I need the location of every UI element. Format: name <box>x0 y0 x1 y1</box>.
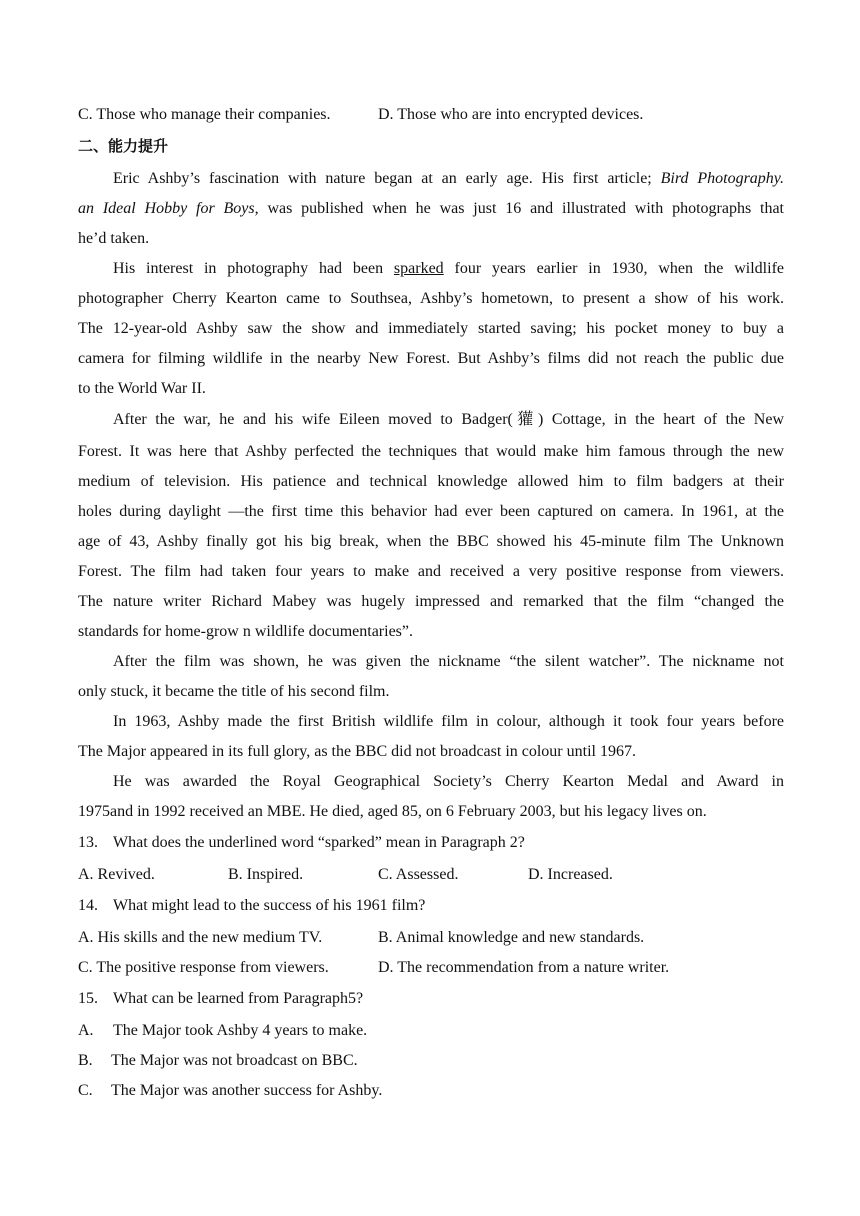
question-15 <box>78 989 363 1009</box>
passage-p5-line2: The Major appeared in its full glory, as the BBC did not broadcast in colour until 1967. <box>78 743 636 760</box>
passage-p3-line4: holes during daylight —the first time this behavior had ever been captured on camera. In 1961, at the <box>78 503 784 520</box>
passage-p3-line3: medium of television. His patience and technical knowledge allowed him to film badgers at their <box>78 473 784 490</box>
prev-option-c: C. Those who manage their companies. <box>78 106 331 123</box>
passage-p4-line2: only stuck, it became the title of his second film. <box>78 683 390 700</box>
question-number: 13. <box>78 834 98 851</box>
q14-option-b[interactable]: B. Animal knowledge and new standards. <box>378 929 645 946</box>
passage-p1-line2: an Ideal Hobby for Boys, was published when he was just 16 and illustrated with photographs that <box>78 200 784 217</box>
passage-p4-line1: After the film was shown, he was given the nickname “the silent watcher”. The nickname not <box>113 653 784 670</box>
q13-option-d[interactable]: D. Increased. <box>528 866 613 883</box>
article-title-italic: Bird Photography. <box>660 170 785 187</box>
article-title-italic-cont: an Ideal Hobby for Boys, <box>78 200 259 217</box>
passage-p5-line1: In 1963, Ashby made the first British wildlife film in colour, although it took four years before <box>113 713 784 730</box>
q13-option-b[interactable]: B. Inspired. <box>228 866 304 883</box>
passage-p1-line3: he’d taken. <box>78 230 150 247</box>
q15-option-c[interactable]: C. The Major was another success for Ashby. <box>78 1082 383 1099</box>
q15-option-a[interactable]: A. The Major took Ashby 4 years to make. <box>78 1022 368 1039</box>
question-14 <box>78 896 425 916</box>
passage-p3-line2: Forest. It was here that Ashby perfected the techniques that would make him famous through the new <box>78 443 784 460</box>
underlined-word-sparked: sparked <box>393 260 444 277</box>
question-number: 15. <box>78 990 98 1007</box>
q14-option-c[interactable]: C. The positive response from viewers. <box>78 959 329 976</box>
q14-option-d[interactable]: D. The recommendation from a nature writer. <box>378 959 670 976</box>
passage-p3-line5: age of 43, Ashby finally got his big break, when the BBC showed his 45-minute film The Unknown <box>78 533 784 550</box>
passage-p2-line4: camera for filming wildlife in the nearby New Forest. But Ashby’s films did not reach the public due <box>78 350 784 367</box>
passage-p3-line6: Forest. The film had taken four years to make and received a very positive response from viewers. <box>78 563 784 580</box>
passage-p2-line3: The 12-year-old Ashby saw the show and immediately started saving; his pocket money to buy a <box>78 320 784 337</box>
passage-p2-line5: to the World War II. <box>78 380 206 397</box>
q13-option-c[interactable]: C. Assessed. <box>378 866 459 883</box>
passage-p6-line2: 1975and in 1992 received an MBE. He died, aged 85, on 6 February 2003, but his legacy lives on. <box>78 803 707 820</box>
question-text: What can be learned from Paragraph5? <box>113 990 364 1007</box>
passage-p6-line1: He was awarded the Royal Geographical Society’s Cherry Kearton Medal and Award in <box>113 773 784 790</box>
q15-option-b[interactable]: B. The Major was not broadcast on BBC. <box>78 1052 358 1069</box>
passage-p3-line7: The nature writer Richard Mabey was hugely impressed and remarked that the film “changed the <box>78 593 784 610</box>
section-heading: 二、能力提升 <box>78 137 169 155</box>
prev-option-d: D. Those who are into encrypted devices. <box>378 106 644 123</box>
question-number: 14. <box>78 897 98 914</box>
q13-option-a[interactable]: A. Revived. <box>78 866 155 883</box>
passage-p2-line2: photographer Cherry Kearton came to Southsea, Ashby’s hometown, to present a show of his work. <box>78 290 784 307</box>
passage-p2-line1: His interest in photography had been sparked four years earlier in 1930, when the wildlife <box>113 260 784 277</box>
question-text: What does the underlined word “sparked” mean in Paragraph 2? <box>113 834 525 851</box>
question-13 <box>78 833 525 853</box>
passage-p3-line8: standards for home-grow n wildlife documentaries”. <box>78 623 414 640</box>
question-text: What might lead to the success of his 1961 film? <box>113 897 426 914</box>
passage-p1-line1: Eric Ashby’s fascination with nature began at an early age. His first article; Bird Photography. <box>113 170 785 187</box>
q14-option-a[interactable]: A. His skills and the new medium TV. <box>78 929 323 946</box>
passage-p3-line1: After the war, he and his wife Eileen moved to Badger(獾) Cottage, in the heart of the New <box>113 411 784 428</box>
